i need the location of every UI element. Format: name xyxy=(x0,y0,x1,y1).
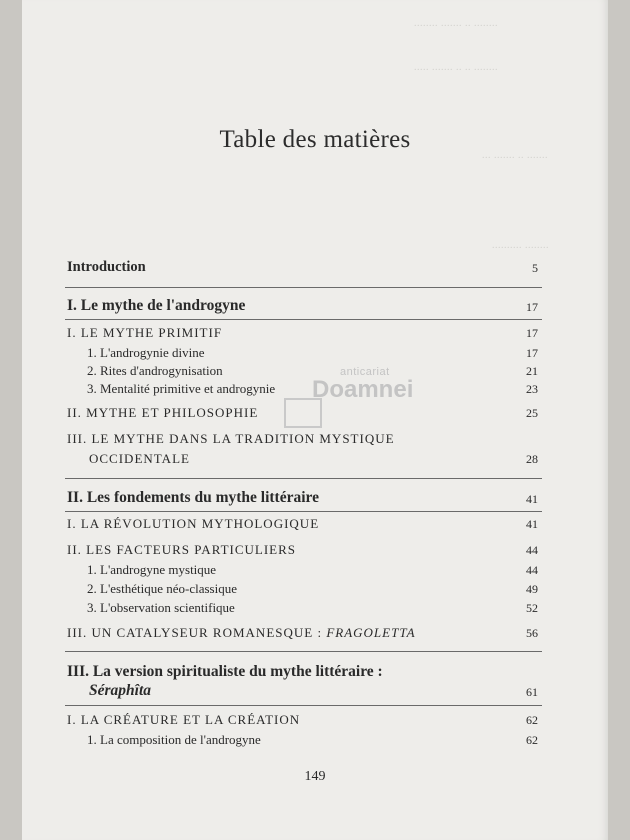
toc-page: 52 xyxy=(526,601,538,615)
toc-label: I. LA RÉVOLUTION MYTHOLOGIQUE xyxy=(67,516,320,531)
divider xyxy=(65,705,542,706)
toc-page: 17 xyxy=(526,346,538,360)
divider xyxy=(65,287,542,288)
show-through-text: ..... ....... .. .. ........ xyxy=(414,62,498,73)
toc-label: I. LA CRÉATURE ET LA CRÉATION xyxy=(67,712,301,727)
watermark xyxy=(312,366,413,404)
toc-page: 41 xyxy=(526,492,538,506)
page-number: 149 xyxy=(304,769,326,784)
toc-label xyxy=(67,625,416,641)
toc-label: 3. Mentalité primitive et androgynie xyxy=(87,381,276,396)
toc-label: I. LE MYTHE PRIMITIF xyxy=(67,325,223,340)
watermark-small: anticariat xyxy=(340,366,390,378)
toc-label: III. La version spiritualiste du mythe littéraire : xyxy=(67,663,383,680)
toc-label: II. Les fondements du mythe littéraire xyxy=(67,489,319,506)
toc-label: 2. Rites d'androgynisation xyxy=(87,363,223,378)
toc-label: II. LES FACTEURS PARTICULIERS xyxy=(67,542,297,557)
toc-page: 5 xyxy=(532,261,538,275)
toc-page: 25 xyxy=(526,406,538,420)
toc-label: Introduction xyxy=(67,259,146,275)
toc-label: 1. L'androgynie divine xyxy=(87,345,205,360)
book-page xyxy=(22,0,608,840)
toc-page: 21 xyxy=(526,364,538,378)
toc-label-prefix: III. UN CATALYSEUR ROMANESQUE : xyxy=(67,625,327,640)
toc-label: 1. L'androgyne mystique xyxy=(87,562,217,577)
watermark-big: Doamnei xyxy=(312,376,414,403)
show-through-text: ... ....... .. ....... xyxy=(482,150,548,161)
toc-page: 56 xyxy=(526,626,538,640)
divider xyxy=(65,511,542,512)
toc-page: 28 xyxy=(526,452,538,466)
toc-page: 62 xyxy=(526,713,538,727)
toc-page: 23 xyxy=(526,382,538,396)
show-through-text: ........ ....... .. ........ xyxy=(414,18,498,29)
toc-page: 61 xyxy=(526,685,538,699)
page-title: Table des matières xyxy=(219,126,411,153)
toc-page: 17 xyxy=(526,300,538,314)
toc-label: OCCIDENTALE xyxy=(89,451,190,466)
toc-page: 44 xyxy=(526,563,538,577)
toc-label-italic: FRAGOLETTA xyxy=(326,625,416,640)
toc-label: III. LE MYTHE DANS LA TRADITION MYSTIQUE xyxy=(67,431,395,446)
toc-label: I. Le mythe de l'androgyne xyxy=(67,297,246,314)
toc-label: 1. La composition de l'androgyne xyxy=(87,732,261,747)
divider xyxy=(65,319,542,320)
toc-label: Séraphîta xyxy=(89,682,152,699)
toc-page: 41 xyxy=(526,517,538,531)
toc-label: 3. L'observation scientifique xyxy=(87,600,235,615)
toc-page: 62 xyxy=(526,733,538,747)
toc-page: 17 xyxy=(526,326,538,340)
divider xyxy=(65,478,542,479)
toc-page: 44 xyxy=(526,543,538,557)
show-through-text: .......... ........ xyxy=(492,240,549,251)
toc-page: 49 xyxy=(526,582,538,596)
divider xyxy=(65,651,542,652)
toc-label: 2. L'esthétique néo-classique xyxy=(87,581,237,596)
toc-label: II. MYTHE ET PHILOSOPHIE xyxy=(67,405,259,420)
